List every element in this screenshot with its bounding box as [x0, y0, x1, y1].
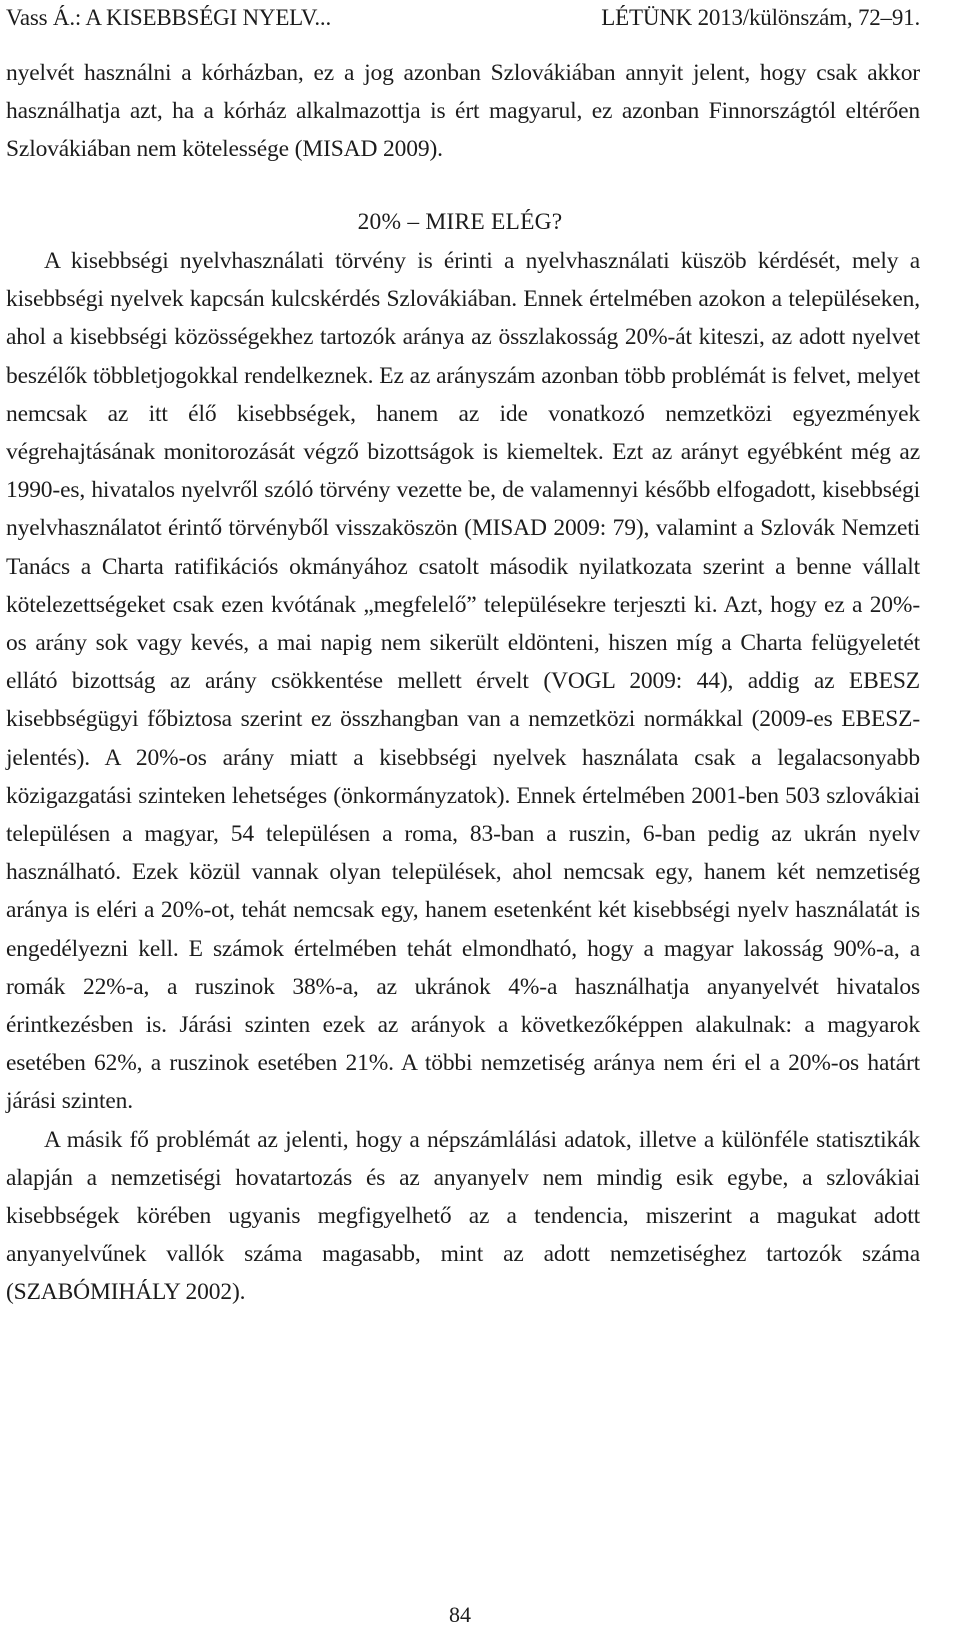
- body-paragraph-2: A másik fő problémát az jelenti, hogy a népszámlálási adatok, illetve a különféle statisztikák alapján a nemzetiségi hovatartozás és az anyanyelv nem mindig esik egybe, a szlovákiai kisebbségek körében ugyanis megfigyelhető az a tendencia, miszerint a magukat adott anyanyelvűnek vallók száma magasabb, mint az adott nemzetiséghez tartozók száma (SZABÓMIHÁLY 2002).: [6, 1126, 920, 1306]
- section-body: [6, 242, 920, 1312]
- header-author-title: Vass Á.: A KISEBBSÉGI NYELV...: [6, 5, 331, 30]
- running-header: [6, 2, 920, 34]
- body-paragraph-1: A kisebbségi nyelvhasználati törvény is érinti a nyelvhasználati küszöb kérdését, mely a kisebbségi nyelvek kapcsán kulcskérdés Szlovákiában. Ennek értelmében azokon a településeken, ahol a kisebbségi közösségekhez tartozók aránya az összlakosság 20%-át kiteszi, az adott nyelvet beszélők többletjogokkal rendelkeznek. Ez az arányszám azonban több problémát is felvet, melyet nemcsak az itt élő kisebbségek, hanem az ide vonatkozó nemzetközi egyezmények végrehajtásának monitorozását végző bizottságok is kiemeltek. Ezt az arányt egyébként még az 1990-es, hivatalos nyelvről szóló törvény vezette be, de valamennyi később elfogadott, kisebbségi nyelvhasználatot érintő törvényből visszaköszön (MISAD 2009: 79), valamint a Szlovák Nemzeti Tanács a Charta ratifikációs okmányához csatolt második nyilatkozata szerint a benne vállalt kötelezettségeket csak ezen kvótának „megfelelő” településekre terjeszti ki. Azt, hogy ez a 20%-os arány sok vagy kevés, a mai napig nem sikerült eldönteni, hiszen míg a Charta felügyeletét ellátó bizottság az arány csökkentése mellett érvelt (VOGL 2009: 44), addig az EBESZ kisebbségügyi főbiztosa szerint ez összhangban van a nemzetközi normákkal (2009-es EBESZ-jelentés). A 20%-os arány miatt a kisebbségi nyelvek használata csak a legalacsonyabb közigazgatási szinteken lehetséges (önkormányzatok). Ennek értelmében 2001-ben 503 szlovákiai településen a magyar, 54 településen a roma, 83-ban a ruszin, 6-ban pedig az ukrán nyelv használható. Ezek közül vannak olyan települések, ahol nemcsak egy, hanem két nemzetiség aránya is eléri a 20%-ot, tehát nemcsak egy, hanem esetenként két kisebbségi nyelv használatát is engedélyezni kell. E számok értelmében tehát elmondható, hogy a magyar lakosság 90%-a, a romák 22%-a, a ruszinok 38%-a, az ukránok 4%-a használhatja anyanyelvét hivatalos érintkezésben is. Járási szinten ezek az arányok a következőképpen alakulnak: a magyarok esetében 62%, a ruszinok esetében 21%. A többi nemzetiség aránya nem éri el a 20%-os határt járási szinten.: [6, 248, 920, 1115]
- page-number: 84: [449, 1602, 471, 1627]
- header-journal-citation: LÉTÜNK 2013/különszám, 72–91.: [601, 5, 920, 30]
- continued-paragraph: nyelvét használni a kórházban, ez a jog azonban Szlovákiában annyit jelent, hogy csak akkor használhatja azt, ha a kórház alkalmazottja is ért magyarul, ez azonban Finnországtól eltérően Szlovákiában nem kötelessége (MISAD 2009).: [6, 60, 920, 163]
- continued-paragraph-block: [6, 54, 920, 169]
- section-heading: 20% – MIRE ELÉG?: [357, 209, 563, 235]
